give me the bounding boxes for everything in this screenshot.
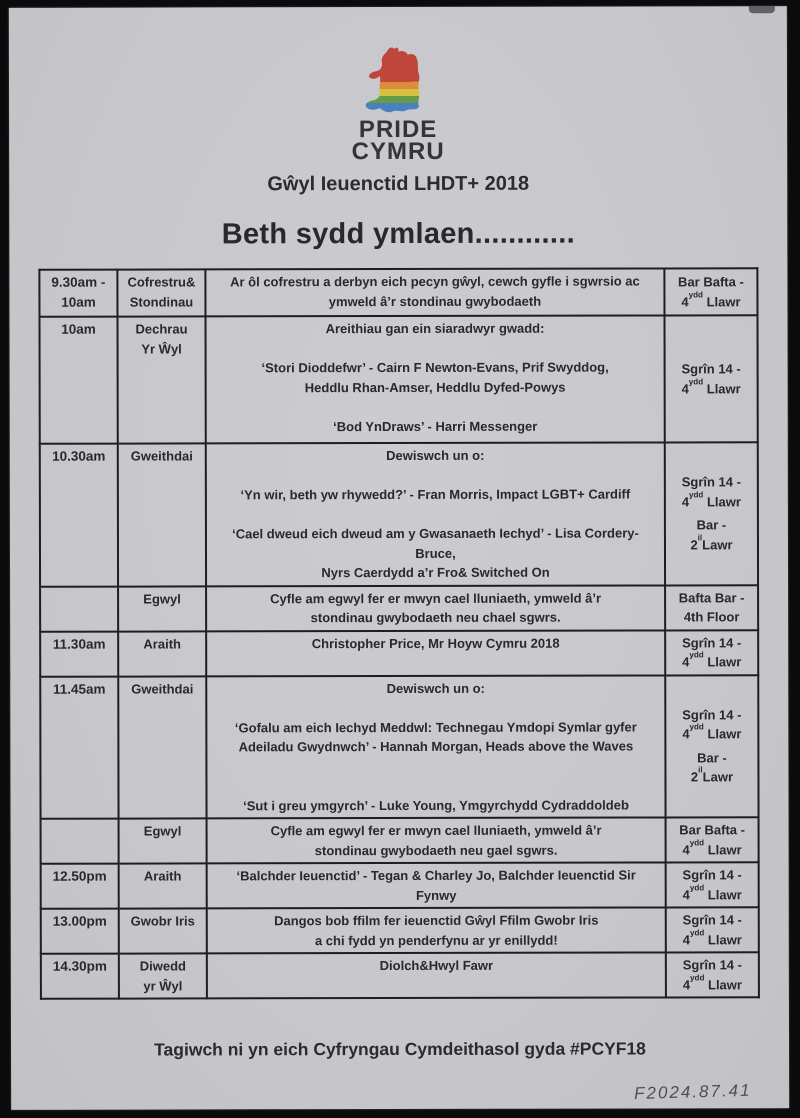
activity-cell: Araith (119, 864, 207, 909)
location-item: Sgrîn 14 - $4^{ydd}$ Llawr (682, 912, 742, 948)
description-cell: Christopher Price, Mr Hoyw Cymru 2018 (206, 630, 665, 676)
schedule-row (39, 315, 757, 444)
activity-cell: Dechrau Yr Ŵyl (117, 317, 205, 444)
schedule-row (39, 268, 757, 317)
brand-cymru: CYMRU (351, 137, 445, 166)
activity-cell: Cofrestru& Stondinau (117, 270, 205, 317)
time-cell: 13.00pm (41, 909, 119, 954)
time-cell: 11.30am (40, 631, 118, 676)
time-cell: 12.50pm (41, 864, 119, 909)
page-title: Gŵyl Ieuenctid LHDT+ 2018 (267, 172, 530, 196)
location-item: Bar Bafta - $4^{ydd}$ Llawr (678, 274, 744, 310)
schedule-row (40, 442, 758, 586)
schedule-row (41, 952, 759, 999)
accession-number: F2024.87.41 (633, 1080, 752, 1104)
location-item: Sgrîn 14 - $4^{ydd}$ Llawr (681, 474, 741, 510)
location-item: Bar - $2^{il}Lawr$ (690, 750, 734, 785)
schedule-row (40, 630, 758, 677)
time-cell: 14.30pm (41, 954, 119, 999)
paper-mark (749, 6, 775, 13)
schedule-table-body (39, 268, 759, 999)
time-cell: 10am (39, 317, 117, 444)
wales-map-rainbow-icon (363, 43, 433, 117)
time-cell: 9.30am - 10am (39, 270, 117, 317)
location-item: Bar - $2^{il}Lawr$ (690, 517, 733, 553)
location-cell (666, 952, 759, 997)
activity-cell: Egwyl (119, 819, 207, 864)
activity-cell: Araith (118, 631, 206, 676)
location-cell (665, 585, 758, 630)
schedule-row (41, 862, 759, 909)
location-cell (665, 630, 758, 675)
location-cell (665, 675, 758, 818)
schedule-table (38, 267, 760, 1000)
description-cell: ‘Balchder Ieuenctid’ - Tegan & Charley Jo, Balchder Ieuenctid Sir Fynwy (207, 863, 666, 909)
time-cell (41, 819, 119, 864)
social-tagline: Tagiwch ni yn eich Cyfryngau Cymdeithasol gyda #PCYF18 (154, 1038, 646, 1060)
description-cell: Ar ôl cofrestru a derbyn eich pecyn gŵyl, cewch gyfle i sgwrsio ac ymweld â’r stondinau gwybodaeth (205, 269, 664, 317)
time-cell: 11.45am (40, 676, 118, 819)
schedule-row (41, 907, 759, 954)
location-item: Sgrîn 14 - $4^{ydd}$ Llawr (682, 867, 742, 903)
location-item: Bar Bafta - $4^{ydd}$ Llawr (679, 822, 745, 858)
activity-cell: Gwobr Iris (119, 909, 207, 954)
description-cell: Cyfle am egwyl fer er mwyn cael lluniaeth, ymweld â’r stondinau gwybodaeth neu gael sgwrs. (207, 818, 666, 864)
location-cell (664, 315, 757, 442)
time-cell (40, 586, 118, 631)
location-item: Sgrîn 14 - $4^{ydd}$ Llawr (682, 707, 742, 742)
location-item: Sgrîn 14 - $4^{ydd}$ Llawr (682, 634, 742, 670)
description-cell: Dangos bob ffilm fer ieuenctid Gŵyl Ffilm Gwobr Iris a chi fydd yn penderfynu ar yr enillydd! (207, 908, 666, 954)
activity-cell: Diwedd yr Ŵyl (119, 954, 207, 999)
location-cell (666, 817, 759, 862)
brand-wordmark (9, 115, 787, 166)
description-cell: Areithiau gan ein siaradwyr gwadd: ‘Stori Dioddefwr’ - Cairn F Newton-Evans, Prif Swyddog, Heddlu Rhan-Amser, Heddlu Dyfed-Powys ‘Bod YnDraws’ - Harri Messenger (205, 316, 664, 444)
description-cell: Diolch&Hwyl Fawr (207, 953, 666, 999)
schedule-row (40, 585, 758, 632)
location-cell (666, 862, 759, 907)
location-cell (666, 907, 759, 952)
description-cell: Cyfle am egwyl fer er mwyn cael lluniaeth, ymweld â’r stondinau gwybodaeth neu chael sgwrs. (206, 585, 665, 631)
location-item: Sgrîn 14 - $4^{ydd}$ Llawr (682, 957, 742, 993)
location-cell (665, 442, 758, 585)
activity-cell: Gweithdai (118, 444, 206, 587)
activity-cell: Egwyl (118, 586, 206, 631)
flyer-header (9, 6, 788, 252)
brand-pride: PRIDE (358, 115, 438, 144)
location-item: Sgrîn 14 - $4^{ydd}$ Llawr (681, 361, 741, 397)
page-heading: Beth sydd ymlaen............ (221, 217, 575, 251)
activity-cell: Gweithdai (118, 676, 206, 819)
description-cell: Dewiswch un o: ‘Yn wir, beth yw rhywedd?’ - Fran Morris, Impact LGBT+ Cardiff ‘Cael dweud eich dweud am y Gwasanaeth Iechyd’ - Lisa Cordery-Bruce, Nyrs Caerdydd a’r Fro& Switched On (206, 443, 665, 586)
location-item: Bafta Bar - 4th Floor (678, 589, 745, 625)
description-cell: Dewiswch un o: ‘Gofalu am eich Iechyd Meddwl: Technegau Ymdopi Symlar gyfer Adeiladu Gwydnwch’ - Hannah Morgan, Heads above the Waves ‘Sut i greu ymgyrch’ - Luke Young, Ymgyrchydd Cydraddoldeb (206, 675, 665, 818)
flyer-paper (9, 6, 789, 1110)
schedule-row (40, 675, 758, 819)
location-cell (664, 268, 757, 315)
schedule-row (41, 817, 759, 864)
time-cell: 10.30am (40, 444, 118, 587)
